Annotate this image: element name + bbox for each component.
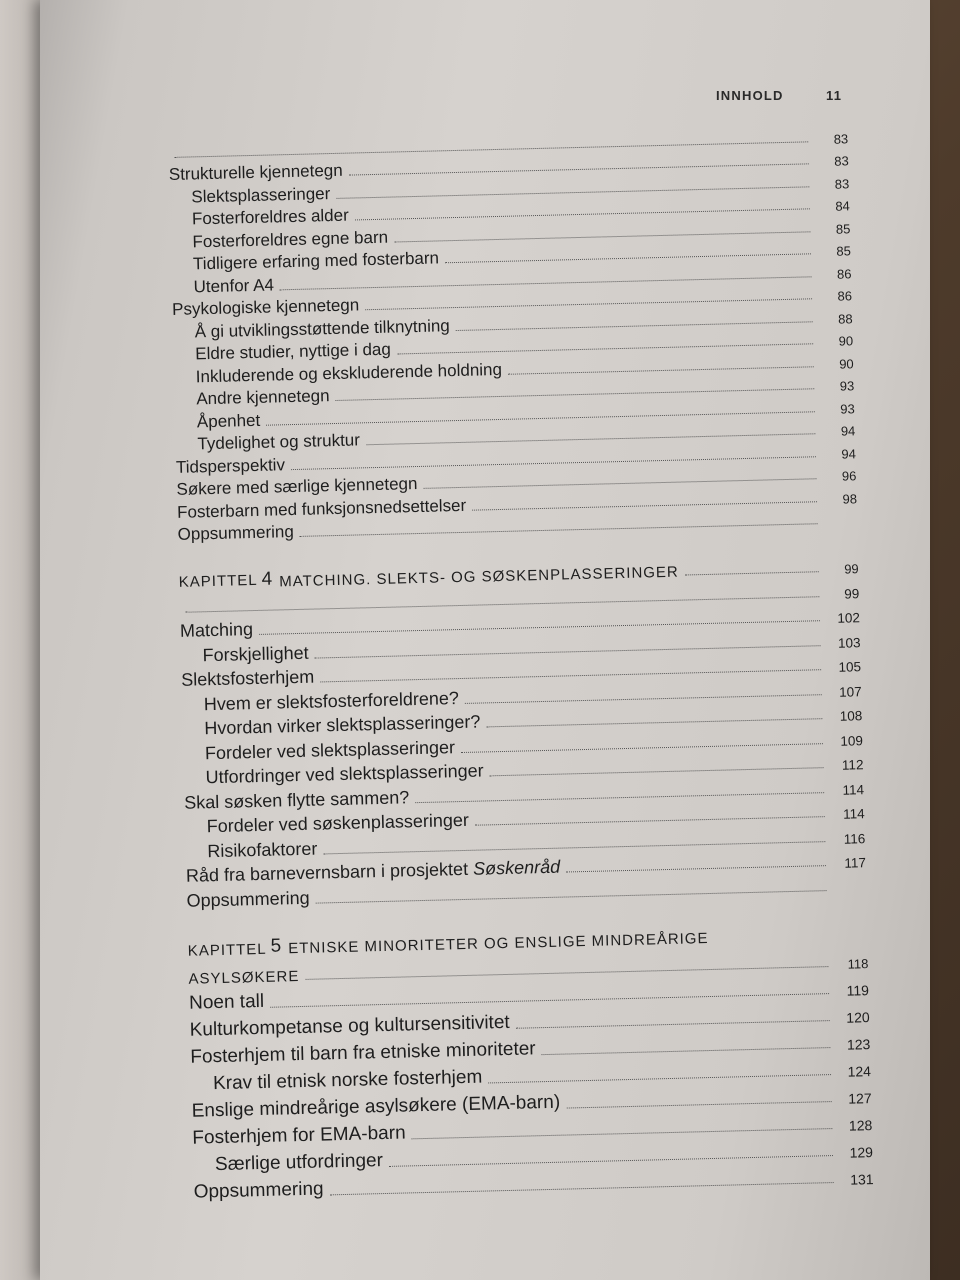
toc-entry-title-text: Eldre studier, nyttige i dag [195,339,392,364]
toc-entry-page: 94 [841,445,857,462]
toc-entry-title-text: Inkluderende og ekskluderende holdning [195,359,503,386]
toc-entry-title-text: Utenfor A4 [193,274,275,296]
toc-entry-page: 96 [841,468,857,484]
running-header [716,88,856,103]
toc-entry-title [177,522,300,545]
toc-entry-page: 88 [837,310,853,327]
toc-entry-title-text: Særlige utfordringer [214,1149,384,1175]
toc-entry-title-text: Fordeler ved søskenplasseringer [206,809,470,837]
toc-entry-title [202,642,315,666]
toc-entry-title-text: Skal søsken flytte sammen? [183,786,410,813]
toc-entry-title-text: Oppsummering [177,522,295,544]
toc-entry-title [207,838,324,862]
toc-entry-title-italic: Søskenråd [472,856,561,879]
table-of-contents [168,123,874,1203]
toc-entry-page: 85 [836,243,852,259]
toc-entry-page: 117 [844,855,867,871]
toc-entry-page: 103 [837,634,861,651]
chapter-4-title: MATCHING. SLEKTS- OG SØSKENPLASSERINGER [279,563,679,591]
toc-entry-page: 84 [835,198,850,214]
toc-entry-title-text: Psykologiske kjennetegn [171,295,360,319]
toc-entry-title-text: Krav til etnisk norske fosterhjem [212,1066,483,1094]
toc-entry-title-text: Fordeler ved slektsplasseringer [204,736,456,763]
chapter-5-page: 118 [847,955,869,972]
chapter-4-number: 4 [261,568,274,590]
toc-entry-title-text: Andre kjennetegn [196,386,330,409]
toc-entry-title-text: Hvem er slektsfosterforeldrene? [203,687,460,714]
toc-entry-page: 120 [846,1008,870,1026]
toc-entry-page: 128 [848,1116,873,1134]
toc-entry-title-text: Strukturelle kjennetegn [168,160,343,184]
toc-entry-page: 83 [834,175,850,192]
toc-section-5 [189,971,874,1204]
toc-entry-page: 93 [840,400,855,417]
toc-entry-title-text: Forskjellighet [202,642,309,665]
leader-dots [685,571,819,575]
toc-entry-title [189,990,271,1014]
toc-entry-title [176,455,291,478]
toc-entry-title-text: Fosterforeldres alder [191,205,349,229]
toc-entry-title-text: Fosterforeldres egne barn [192,227,389,251]
toc-entry-page: 90 [838,333,854,349]
toc-entry-title-text: Slektsplasseringer [191,183,331,206]
toc-entry-title [197,410,267,432]
toc-entry-title-text: Søkere med særlige kjennetegn [176,474,418,499]
toc-entry-page: 94 [840,423,856,439]
toc-entry-page: 83 [834,153,849,169]
toc-entry-page: 105 [838,659,862,675]
toc-entry-page: 131 [850,1170,874,1188]
toc-entry-title-text: Oppsummering [186,887,310,911]
toc-entry-title-text: Fosterbarn med funksjonsnedsettelser [176,495,467,522]
toc-entry-page: 124 [847,1062,872,1080]
toc-entry-title-text: Kulturkompetanse og kultursensitivitet [189,1011,510,1041]
toc-entry-title-text: Tidligere erfaring med fosterbarn [192,248,440,274]
toc-entry-page [818,528,858,529]
toc-entry-page: 99 [844,585,860,602]
toc-entry-title-text: Matching [179,619,254,641]
toc-entry-page: 109 [840,732,864,749]
toc-entry-title-text: Hvordan virker slektsplasseringer? [204,711,481,739]
toc-entry-title-text: Slektsfosterhjem [180,666,315,690]
chapter-4-page: 99 [844,561,859,577]
toc-entry-title [186,887,316,911]
toc-entry-page: 127 [848,1089,872,1107]
toc-entry-title-text: Noen tall [188,990,265,1014]
chapter-4-label: KAPITTEL [178,571,258,591]
toc-entry-title-text: Tydelighet og struktur [197,430,361,454]
leader-dots [330,1182,834,1195]
toc-entry-page: 129 [849,1143,874,1161]
toc-entry-title [193,275,280,297]
book-page [40,0,930,1280]
toc-entry-title-text: Fosterhjem for EMA-barn [192,1121,406,1149]
toc-entry-title [180,619,260,642]
toc-section-4 [179,576,867,911]
toc-entry-page: 90 [839,355,854,372]
toc-entry-title-text: Tidsperspektiv [175,454,286,477]
toc-entry-page: 83 [833,130,849,147]
toc-entry-page [827,895,867,896]
toc-entry-page: 108 [839,708,863,724]
toc-entry-title-text: Enslige mindreårige asylsøkere (EMA-barn) [191,1091,561,1122]
toc-entry-title-text: Å gi utviklingsstøttende tilknytning [194,315,450,341]
toc-entry-page: 98 [842,490,858,507]
toc-entry-page: 112 [841,757,864,773]
header-page-number: 11 [826,88,843,103]
toc-entry-title-text: Åpenhet [196,410,261,431]
toc-entry-page: 85 [835,220,851,237]
toc-entry-title-text: Råd fra barnevernsbarn i prosjektet [185,858,474,886]
toc-entry-page: 114 [842,806,865,822]
toc-entry-page: 107 [838,683,862,700]
toc-entry-title-text: Utfordringer ved slektsplasseringer [205,760,484,788]
toc-entry-title-text: Oppsummering [193,1178,324,1203]
toc-entry-title-text: Fosterhjem til barn fra etniske minoriteter [190,1037,536,1068]
chapter-5-title-line1: ETNISKE MINORITETER OG ENSLIGE MINDREÅRIGE [288,929,709,957]
toc-entry-page: 114 [842,781,865,798]
header-label: INNHOLD [716,88,784,103]
chapter-5-number: 5 [270,934,283,957]
toc-section-3 [168,123,858,544]
toc-entry-title-text: Risikofaktorer [207,838,318,861]
toc-entry-page: 116 [843,830,866,847]
toc-entry-page: 119 [846,981,870,999]
toc-entry-page: 93 [839,378,855,394]
chapter-5-title-line2: ASYLSØKERE [188,967,300,988]
toc-entry-page: 102 [837,610,861,626]
toc-entry-page: 86 [836,265,852,282]
toc-entry-title [193,1178,329,1203]
leader-dots [300,523,818,537]
chapter-5-label: KAPITTEL [187,940,267,960]
toc-entry-page: 123 [846,1035,871,1053]
leader-dots [316,890,827,903]
toc-entry-page: 86 [837,288,853,304]
